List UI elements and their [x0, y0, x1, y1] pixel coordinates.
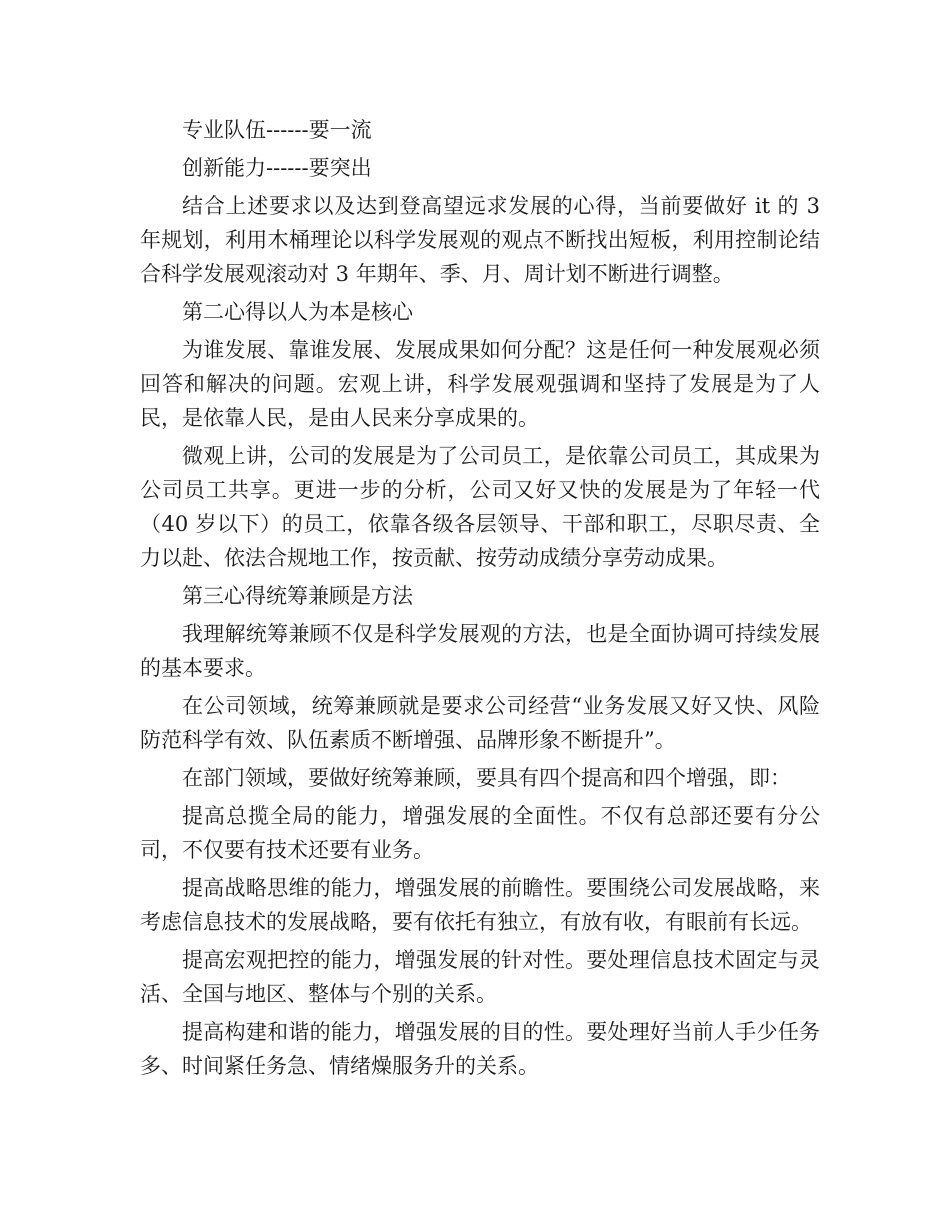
section-heading-overall-planning: 第三心得统筹兼顾是方法 — [182, 584, 413, 608]
paragraph-harmony: 提高构建和谐的能力，增强发展的目的性。要处理好当前人手少任务多、时间紧任务急、情绪燥服务升的关系。 — [140, 1020, 820, 1078]
paragraph-overall-ability: 提高总揽全局的能力，增强发展的全面性。不仅有总部还要有分公司，不仅要有技术还要有业务。 — [140, 804, 820, 862]
list-line-professional-team: 专业队伍------要一流 — [182, 118, 372, 142]
paragraph-department-domain: 在部门领域，要做好统筹兼顾，要具有四个提高和四个增强，即： — [182, 766, 791, 790]
paragraph-planning: 结合上述要求以及达到登高望远求发展的心得，当前要做好 it 的 3 年规划，利用木桶理论以科学发展观的观点不断找出短板，利用控制论结合科学发展观滚动对 3 年期年、季、月、周计划不断进行调整。 — [140, 194, 820, 286]
document-body — [140, 113, 820, 1087]
paragraph-overall-planning: 我理解统筹兼顾不仅是科学发展观的方法，也是全面协调可持续发展的基本要求。 — [140, 622, 820, 680]
paragraph-micro-view: 微观上讲，公司的发展是为了公司员工，是依靠公司员工，其成果为公司员工共享。更进一步的分析，公司又好又快的发展是为了年轻一代（40 岁以下）的员工，依靠各级各层领导、干部和职工，尽职尽责、全力以赴、依法合规地工作，按贡献、按劳动成绩分享劳动成果。 — [140, 444, 820, 570]
list-line-innovation: 创新能力------要突出 — [182, 156, 372, 180]
section-heading-people-oriented: 第二心得以人为本是核心 — [182, 300, 413, 324]
paragraph-strategic-thinking: 提高战略思维的能力，增强发展的前瞻性。要围绕公司发展战略，来考虑信息技术的发展战略，要有依托有独立，有放有收，有眼前有长远。 — [140, 876, 820, 934]
paragraph-company-domain: 在公司领域，统筹兼顾就是要求公司经营“业务发展又好又快、风险防范科学有效、队伍素质不断增强、品牌形象不断提升”。 — [140, 694, 820, 752]
paragraph-macro-view: 为谁发展、靠谁发展、发展成果如何分配？这是任何一种发展观必须回答和解决的问题。宏观上讲，科学发展观强调和坚持了发展是为了人民，是依靠人民，是由人民来分享成果的。 — [140, 338, 820, 430]
paragraph-macro-control: 提高宏观把控的能力，增强发展的针对性。要处理信息技术固定与灵活、全国与地区、整体与个别的关系。 — [140, 948, 820, 1006]
